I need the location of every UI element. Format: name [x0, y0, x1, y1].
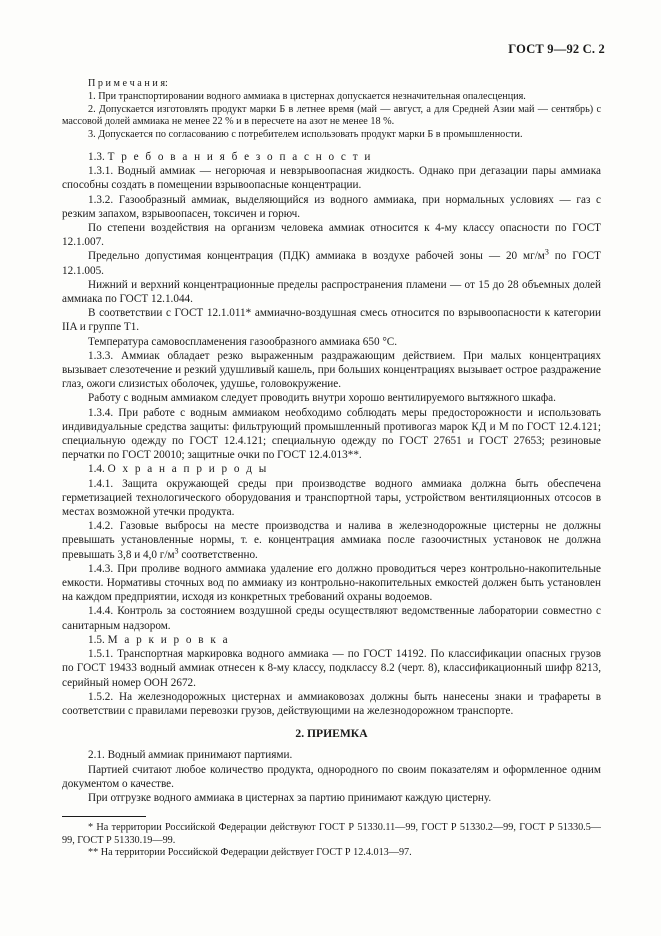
paragraph-text: соответственно. [178, 548, 258, 561]
paragraph: 1.4.4. Контроль за состоянием воздушной среды осуществляют ведомственные лаборатории совместно с санитарным надзором. [62, 605, 601, 632]
running-head: ГОСТ 9—92 С. 2 [508, 42, 605, 56]
superscript: 3 [544, 247, 549, 257]
section-heading-safety [62, 150, 601, 164]
paragraph: Температура самовоспламенения газообразного аммиака 650 °С. [88, 335, 398, 348]
section-number: 1.4. [88, 463, 105, 476]
paragraph: 1.5.1. Транспортная маркировка водного аммиака — по ГОСТ 14192. По классификации опасных грузов по ГОСТ 19433 водный аммиак отнесен к 8-му классу, подклассу 8.2 (черт. 8), классификационный шифр 8213, серийный номер ООН 2672. [62, 648, 601, 689]
paragraph-text: по ГОСТ 12.1.005. [62, 250, 601, 277]
note-item: 3. Допускается по согласованию с потребителем использовать продукт марки Б в промышленности. [88, 129, 523, 141]
footnotes [62, 822, 601, 860]
paragraph: По степени воздействия на организм человека аммиак относится к 4-му классу опасности по ГОСТ 12.1.007. [62, 222, 601, 249]
note-item: 2. Допускается изготовлять продукт марки Б в летнее время (май — август, а для Средней Азии май — сентябрь) с массовой долей аммиака не менее 22 % и в пересчете на азот не менее 18 %. [62, 103, 601, 128]
paragraph [62, 249, 601, 277]
paragraph: 1.4.1. Защита окружающей среды при производстве водного аммиака должна быть обеспечена герметизацией технологического оборудования и транспортной тары, устройством вентиляционных отсосов в местах возможной утечки продукта. [62, 477, 601, 519]
paragraph-text: Предельно допустимая концентрация (ПДК) аммиака в воздухе рабочей зоны — 20 мг/м [88, 250, 545, 263]
section-heading-text: О х р а н а п р и р о д ы [107, 463, 269, 476]
notes-block [62, 78, 601, 142]
section-title-acceptance: 2. ПРИЕМКА [295, 727, 368, 741]
paragraph: 2.1. Водный аммиак принимают партиями. [88, 749, 293, 762]
paragraph: 1.3.2. Газообразный аммиак, выделяющийся из водного аммиака, при нормальных условиях — газ с резким запахом, взрывоопасен, токсичен и горюч. [62, 193, 601, 220]
footnote: ** На территории Российской Федерации действует ГОСТ Р 12.4.013—97. [88, 847, 412, 859]
paragraph: В соответствии с ГОСТ 12.1.011* аммиачно-воздушная смесь относится по взрывоопасности к категории IIA и группе Т1. [62, 307, 601, 334]
section-heading-text: М а р к и р о в к а [107, 633, 230, 646]
section-heading-environment [62, 462, 601, 476]
paragraph: 1.3.1. Водный аммиак — негорючая и невзрывоопасная жидкость. Однако при дегазации пары аммиака способны создать в помещении взрывоопасные концентрации. [62, 165, 601, 192]
paragraph: Работу с водным аммиаком следует проводить внутри хорошо вентилируемого вытяжного шкафа. [88, 392, 556, 405]
paragraph: 1.3.4. При работе с водным аммиаком необходимо соблюдать меры предосторожности и использовать индивидуальные средства защиты: фильтрующий промышленный противогаз марок КД и М по ГОСТ 12.4.121; специальную одежду по ГОСТ 12.4.121; специальную одежду по ГОСТ 27651 и ГОСТ 27653; резиновые перчатки по ГОСТ 20010; защитные очки по ГОСТ 12.4.013**. [62, 406, 601, 462]
paragraph: 1.3.3. Аммиак обладает резко выраженным раздражающим действием. При малых концентрациях вызывает слезотечение и резкий удушливый кашель, при больших концентрациях вызывает острое раздражение глаз, ожоги слизистых оболочек, удушье, головокружение. [62, 349, 601, 391]
footnote: * На территории Российской Федерации действуют ГОСТ Р 51330.11—99, ГОСТ Р 51330.2—99, ГОСТ Р 51330.5—99, ГОСТ Р 51330.19—99. [62, 822, 601, 846]
paragraph: Нижний и верхний концентрационные пределы распространения пламени — от 15 до 28 объемных долей аммиака по ГОСТ 12.1.044. [62, 278, 601, 306]
section-heading-marking [62, 633, 601, 647]
section-number: 1.3. [88, 150, 105, 163]
paragraph [62, 519, 601, 562]
notes-title: П р и м е ч а н и я: [88, 78, 168, 89]
page-body [62, 78, 601, 860]
paragraph: 1.4.3. При проливе водного аммиака удаление его должно проводиться через контрольно-накопительные емкости. Нормативы сточных вод по аммиаку из контрольно-накопительных емкостей должен быть установлен на каждом предприятии, исходя из конкретных требований охраны водоемов. [62, 562, 601, 604]
section-heading-text: Т р е б о в а н и я б е з о п а с н о с т и [107, 150, 373, 163]
superscript: 3 [174, 545, 179, 555]
section-number: 1.5. [88, 633, 105, 646]
paragraph: 1.5.2. На железнодорожных цистернах и аммиаковозах должны быть нанесены знаки и трафареты в соответствии с правилами перевозки грузов, действующими на железнодорожном транспорте. [62, 690, 601, 717]
paragraph-text: 1.4.2. Газовые выбросы на месте производства и налива в железнодорожные цистерны не должны превышать установленные нормы, т. е. концентрация аммиака после газоочистных установок не должна превышать 3,8 и 4,0 г/м [62, 520, 601, 561]
note-item: 1. При транспортировании водного аммиака в цистернах допускается незначительная опалесценция. [88, 90, 526, 102]
paragraph: При отгрузке водного аммиака в цистернах за партию принимают каждую цистерну. [88, 791, 492, 804]
paragraph: Партией считают любое количество продукта, однородного по своим показателям и оформленное одним документом о качестве. [62, 763, 601, 790]
footnote-divider [62, 816, 146, 817]
